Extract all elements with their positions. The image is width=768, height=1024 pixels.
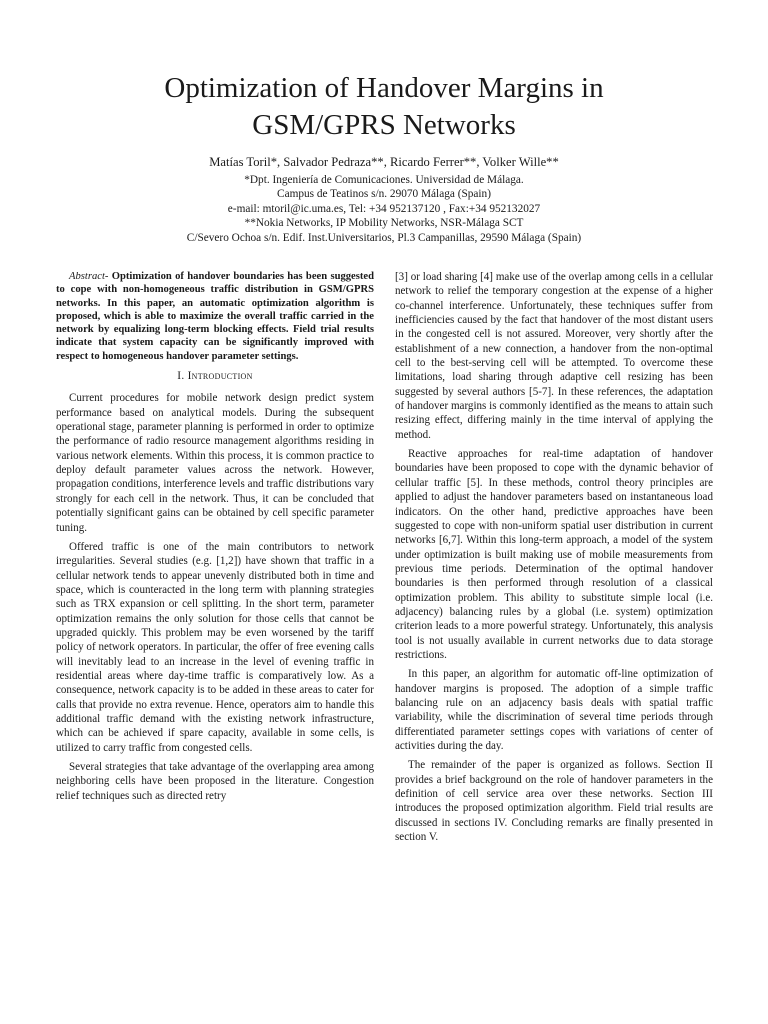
paper-title	[60, 70, 708, 144]
title-line-2: GSM/GPRS Networks	[252, 109, 516, 141]
affiliation-line-4: **Nokia Networks, IP Mobility Networks, NSR-Málaga SCT	[244, 217, 524, 230]
author-list: Matías Toril*, Salvador Pedraza**, Ricardo Ferrer**, Volker Wille**	[209, 155, 559, 169]
affiliation-line-5: C/Severo Ochoa s/n. Edif. Inst.Universitarios, Pl.3 Campanillas, 29590 Málaga (Spain)	[186, 231, 582, 244]
body-paragraph: Several strategies that take advantage of the overlapping area among neighboring cells have been proposed in the literature. Congestion relief techniques such as directed retry	[56, 761, 374, 802]
right-column	[395, 270, 713, 849]
left-column	[56, 270, 374, 808]
body-paragraph: [3] or load sharing [4] make use of the overlap among cells in a cellular network to relief the temporary congestion at the expense of a higher co-channel interference. Unfortunately, these techniques suffer from inefficiencies caused by the fact that handover of the most distant users in the congested cell is not assured. Moreover, very shortly after the establishment of a new connection, a handover from the non-optimal cell to the best-serving cell will be attempted. To overcome these limitations, load sharing through adaptive cell resizing has been suggested by several authors [5-7]. In these references, the adaptation of handover margins is commonly identified as the means to attain such resizing effect, differing mainly in the time interval of applying the method.	[395, 271, 713, 441]
body-paragraph: Current procedures for mobile network design predict system performance based on analytical models. During the subsequent operational stage, parameter planning is performed in order to optimize the performance of radio resource management algorithms residing in various network elements. Within this process, it is common practice to deploy default parameter values across the network. However, propagation conditions, interference levels and traffic distributions vary strongly for each cell in the network. Thus, it can be concluded that potentially significant gains can be obtained by cell specific parameter tuning.	[56, 392, 374, 534]
affiliation-line-3: e-mail: mtoril@ic.uma.es, Tel: +34 952137120 , Fax:+34 952132027	[227, 202, 541, 215]
affiliation-line-2: Campus de Teatinos s/n. 29070 Málaga (Spain)	[277, 188, 491, 201]
body-paragraph: In this paper, an algorithm for automatic off-line optimization of handover margins is proposed. The adoption of a simple traffic balancing rule on an adjacency basis deals with spatial traffic variability, while the discrimination of several time periods through differentiated parameter settings copes with variations of center of activities during the day.	[395, 668, 713, 752]
abstract	[56, 270, 374, 363]
body-paragraph: Reactive approaches for real-time adaptation of handover boundaries have been proposed to cope with the dynamic behavior of cellular traffic [5]. In these methods, control theory principles are applied to adjust the handover parameters based on instantaneous load indicators. On the other hand, predictive approaches have been suggested to cope with non-uniform spatial user distribution in current networks [6,7]. Within this long-term approach, a model of the system under optimization is built making use of mobile measurements from previous time periods. Determination of the optimal handover boundaries is then performed through resolution of a classical optimization problem. This ability to substitute simple local (i.e. adjacency) balancing rules by a global (i.e. system) optimization criterion leads to a more powerful strategy. Unfortunately, this analysis tool is not usually available in current networks due to data storage restrictions.	[395, 448, 713, 661]
abstract-text: Optimization of handover boundaries has been suggested to cope with non-homogeneous traffic distribution in GSM/GPRS networks. In this paper, an automatic optimization algorithm is proposed, which is able to maximize the overall traffic carried in the network by equalizing long-term blocking effects. Field trial results indicate that system capacity can be significantly improved with respect to homogeneous handover parameter settings.	[56, 271, 374, 362]
body-paragraph: Offered traffic is one of the main contributors to network irregularities. Several studies (e.g. [1,2]) have shown that traffic in a cellular network tends to appear unevenly distributed both in time and space, which is counteracted in the long term with planning strategies such as TRX expansion or cell splitting. In the short term, parameter optimization remains the only solution for those cells that cannot be upgraded quickly. This problem may be even worsened by the tariff policy of network operators. In particular, the offer of free evening calls will inevitably lead to an increase in the level of evening traffic in residential areas where day-time traffic is comparatively low. As a consequence, network capacity is to be added in these areas to cater for calls that provide no extra revenue. Hence, operators aim to handle this additional traffic demand with the existing network infrastructure, which can be achieved if spare capacity, available in some cells, is utilized to carry traffic from congested cells.	[56, 540, 374, 754]
title-line-1: Optimization of Handover Margins in	[164, 72, 604, 104]
section-heading-introduction: I. Introduction	[177, 370, 253, 383]
body-paragraph: The remainder of the paper is organized as follows. Section II provides a brief background on the role of handover parameters in the definition of cell service area over these networks. Section III introduces the proposed optimization algorithm. Field trial results are discussed in sections IV. Concluding remarks are finally presented in section V.	[395, 759, 713, 844]
abstract-label: Abstract-	[69, 271, 109, 282]
author-block	[60, 155, 708, 246]
affiliation-line-1: *Dpt. Ingeniería de Comunicaciones. Universidad de Málaga.	[244, 173, 524, 186]
